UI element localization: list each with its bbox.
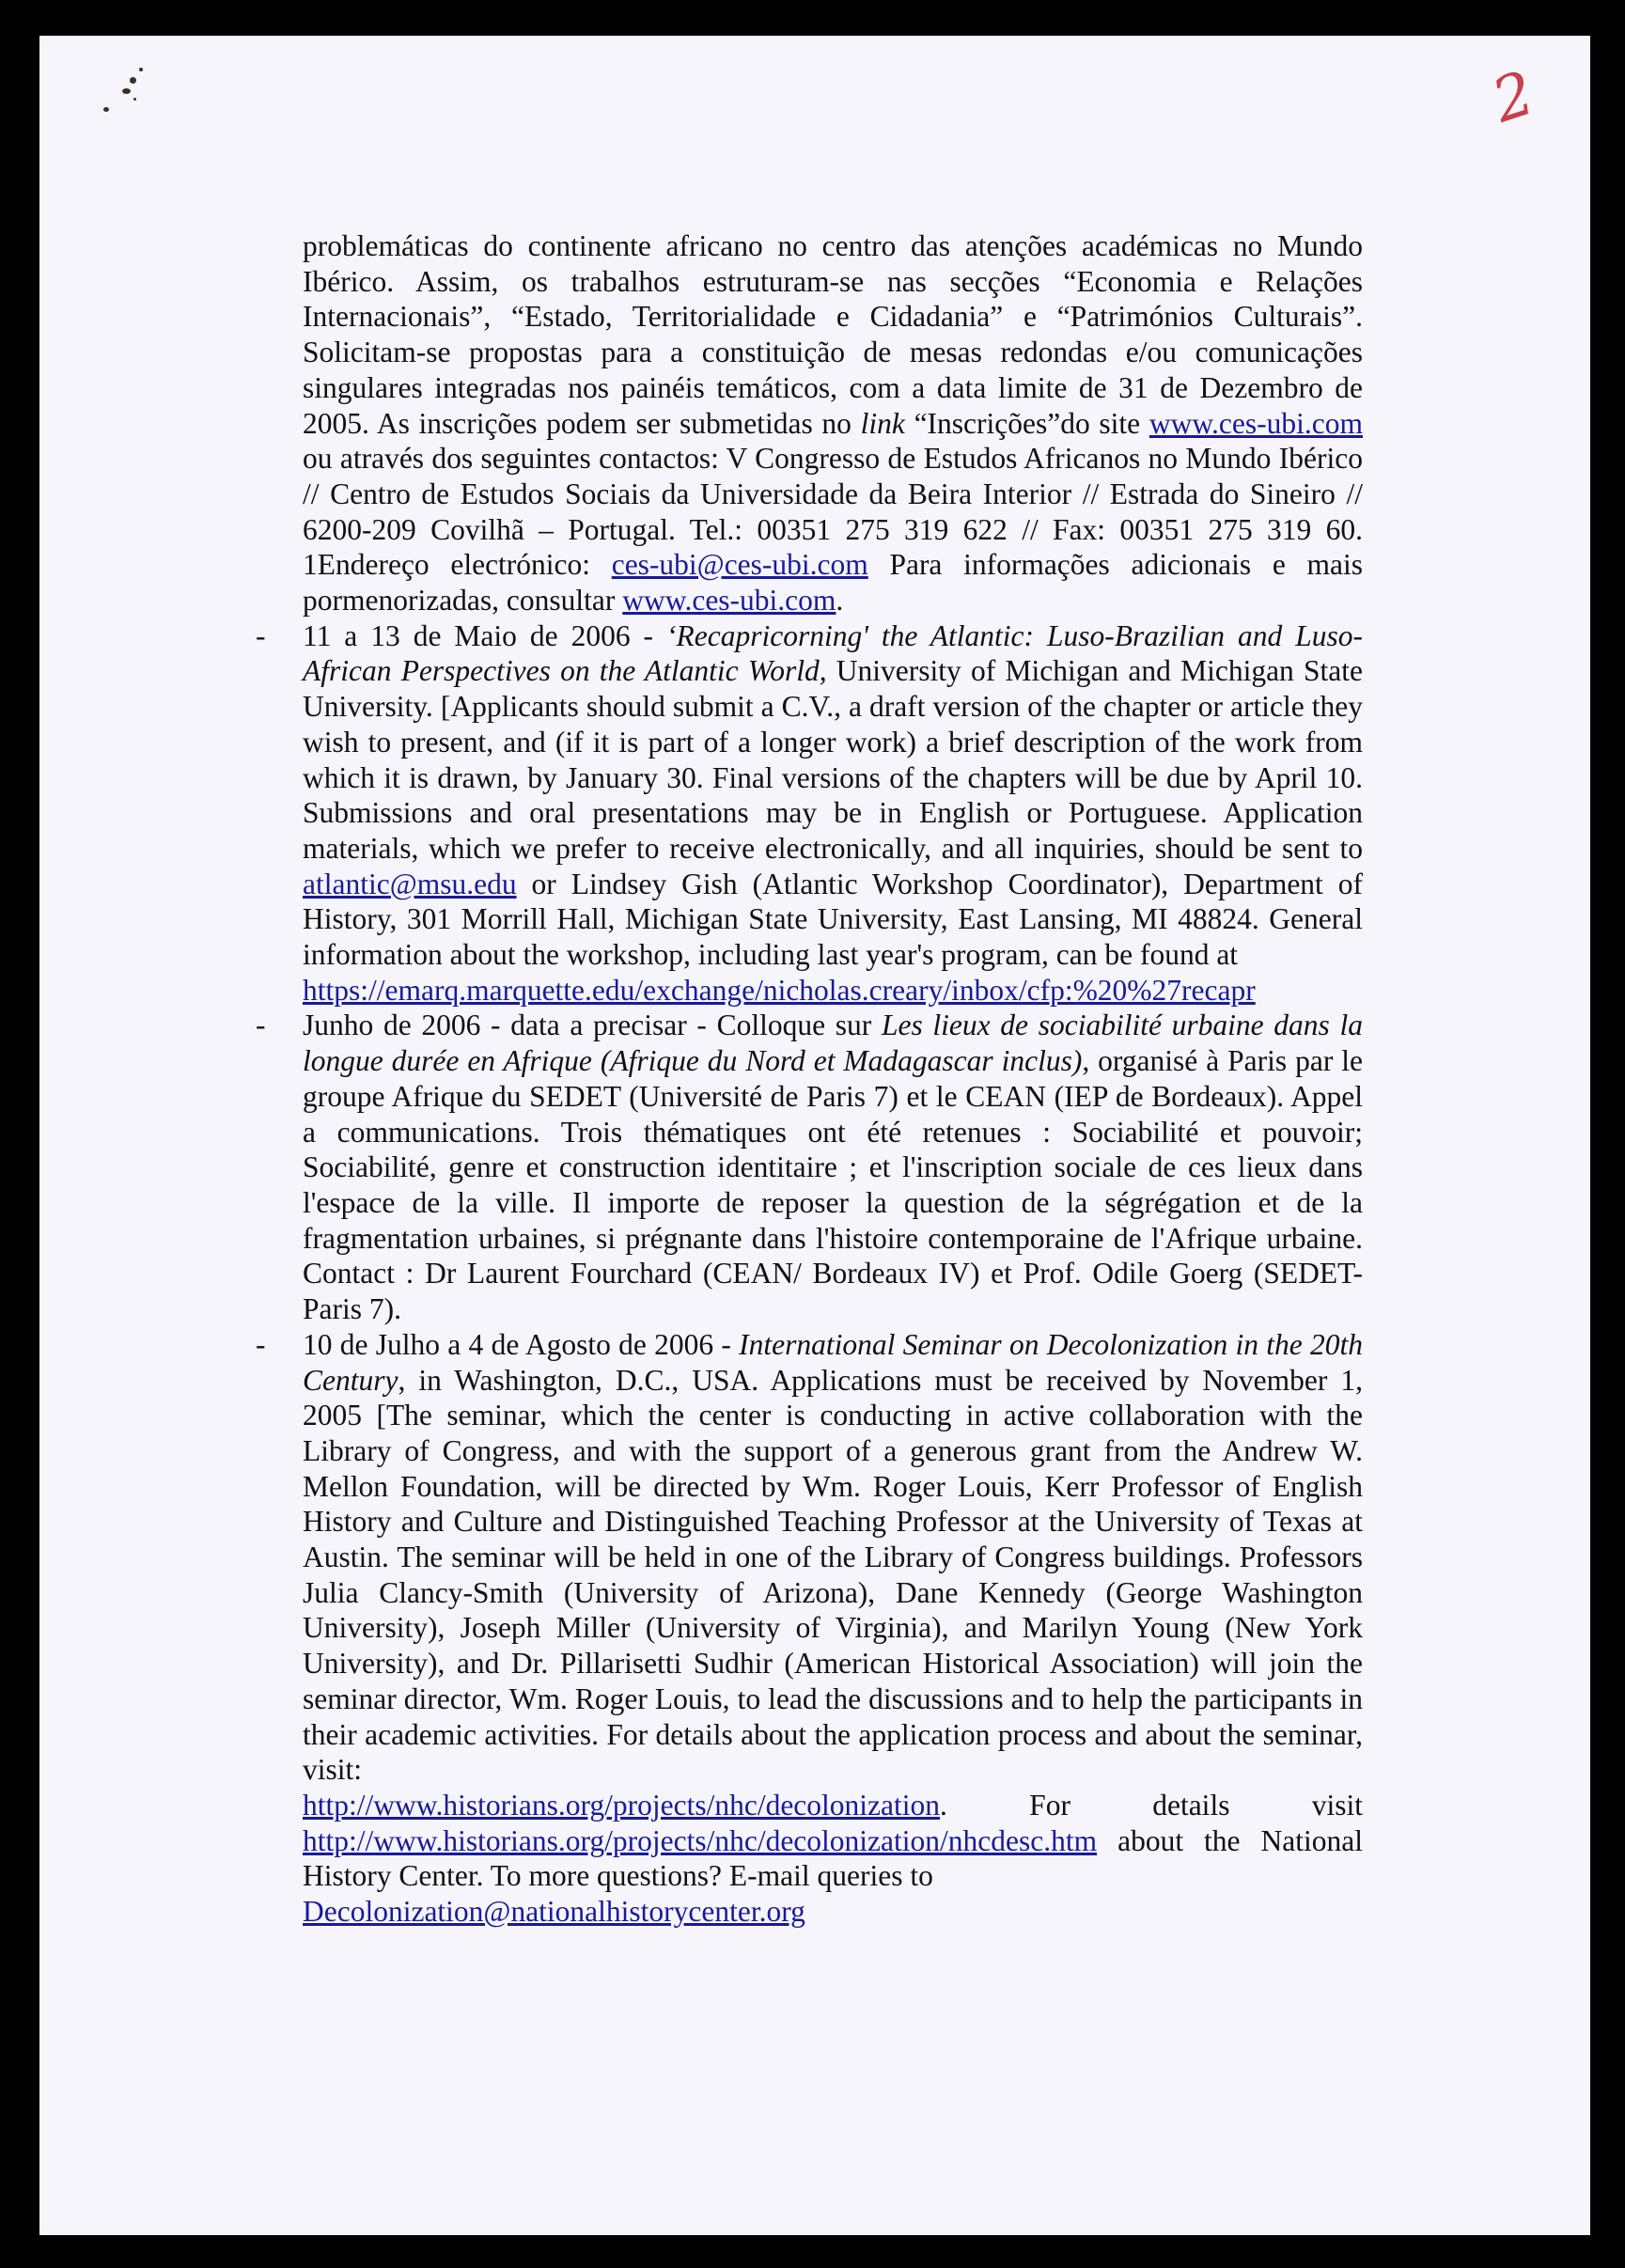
list-bullet: - — [256, 1327, 266, 1361]
item-text: 10 de Julho a 4 de Agosto de 2006 - International Seminar on Decolonization in the 20th Century, in Washington, D.C., USA. Applications must be received by November 1, 2005 [The seminar, which the center is conducting in active collaboration with the Library of Congress, and with the support of a generous grant from the Andrew W. Mellon Foundation, will be directed by Wm. Roger Louis, Kerr Professor of English History and Culture and Distinguished Teaching Professor at the University of Texas at Austin. The seminar will be held in one of the Library of Congress buildings. Professors Julia Clancy-Smith (University of Arizona), Dane Kennedy (George Washington University), Joseph Miller (University of Virginia), and Marilyn Young (New York University), and Dr. Pillarisetti Sudhir (American Historical Association) will join the seminar director, Wm. Roger Louis, to lead the discussions and to help the participants in their academic activities. For details about the application process and about the seminar, visit: — [303, 1327, 1363, 1787]
intro-paragraph: problemáticas do continente africano no centro das atenções académicas no Mundo Ibérico. Assim, os trabalhos estruturam-se nas secções “Economia e Relações Internacionais”, “Estado, Territorialidade e Cidadania” e “Patrimónios Culturais”. Solicitam-se propostas para a constituição de mesas redondas e/ou comunicações singulares integradas nos painéis temáticos, com a data limite de 31 de Dezembro de 2005. As inscrições podem ser submetidas no link “Inscrições”do site www.ces-ubi.com ou através dos seguintes contactos: V Congresso de Estudos Africanos no Mundo Ibérico // Centro de Estudos Sociais da Universidade da Beira Interior // Estrada do Sineiro // 6200-209 Covilhã – Portugal. Tel.: 00351 275 319 622 // Fax: 00351 275 319 60. 1Endereço electrónico: ces-ubi@ces-ubi.com Para informações adicionais e mais pormenorizadas, consultar www.ces-ubi.com. — [303, 229, 1363, 618]
list-item — [256, 1008, 1364, 1326]
decolonization-url-link[interactable]: http://www.historians.org/projects/nhc/decolonization — [303, 1788, 941, 1822]
list-bullet: - — [256, 618, 266, 652]
list-bullet: - — [256, 1009, 266, 1042]
ces-ubi-site-link[interactable]: www.ces-ubi.com — [1148, 406, 1363, 440]
item-text-links-line: http://www.historians.org/projects/nhc/decolonization. For details visit — [303, 1788, 1363, 1822]
item-text: 11 a 13 de Maio de 2006 - ‘Recapricorning' the Atlantic: Luso-Brazilian and Luso-African Perspectives on the Atlantic World, University of Michigan and Michigan State University. [Applicants should submit a C.V., a draft version of the chapter or article they wish to present, and (if it is part of a longer work) a brief description of the work from which it is drawn, by January 30. Final versions of the chapters will be due by April 10. Submissions and oral presentations may be in English or Portuguese. Application materials, which we prefer to receive electronically, and all inquiries, should be sent to atlantic@msu.edu or Lindsey Gish (Atlantic Workshop Coordinator), Department of History, 301 Morrill Hall, Michigan State University, East Lansing, MI 48824. General information about the workshop, including last year's program, can be found at https://emarq.marquette.edu/exchange/nicholas.creary/inbox/cfp:%20%27recapr — [303, 618, 1363, 1007]
item-text: Junho de 2006 - data a precisar - Colloque sur Les lieux de sociabilité urbaine dans la longue durée en Afrique (Afrique du Nord et Madagascar inclus), organisé à Paris par le groupe Afrique du SEDET (Université de Paris 7) et le CEAN (IEP de Bordeaux). Appel a communications. Trois thématiques ont été retenues : Sociabilité et pouvoir; Sociabilité, genre et construction identitaire ; et l'inscription sociale de ces lieux dans l'espace de la ville. Il importe de reposer la question de la ségrégation et de la fragmentation urbaines, si prégnante dans l'histoire contemporaine de l'Afrique urbaine. Contact : Dr Laurent Fourchard (CEAN/ Bordeaux IV) et Prof. Odile Goerg (SEDET-Paris 7). — [303, 1009, 1364, 1326]
ces-ubi-email-link[interactable]: ces-ubi@ces-ubi.com — [611, 548, 868, 582]
handwritten-page-number: 2 — [1484, 58, 1543, 137]
decolonization-email-link[interactable]: Decolonization@nationalhistorycenter.org — [303, 1895, 805, 1929]
item-text-continued: http://www.historians.org/projects/nhc/decolonization/nhcdesc.htm about the National History Center. To more questions? E-mail queries to Decolonization@nationalhistorycenter.org — [303, 1823, 1363, 1929]
nhcdesc-url-link[interactable]: http://www.historians.org/projects/nhc/decolonization/nhcdesc.htm — [303, 1823, 1098, 1857]
document-body — [256, 228, 1364, 1930]
list-item — [256, 1327, 1363, 1930]
atlantic-email-link[interactable]: atlantic@msu.edu — [303, 867, 517, 900]
list-item — [256, 618, 1363, 1009]
ink-specks — [90, 60, 175, 135]
ces-ubi-info-link[interactable]: www.ces-ubi.com — [622, 584, 836, 618]
marquette-url-link[interactable]: https://emarq.marquette.edu/exchange/nicholas.creary/inbox/cfp:%20%27recapr — [303, 973, 1256, 1007]
